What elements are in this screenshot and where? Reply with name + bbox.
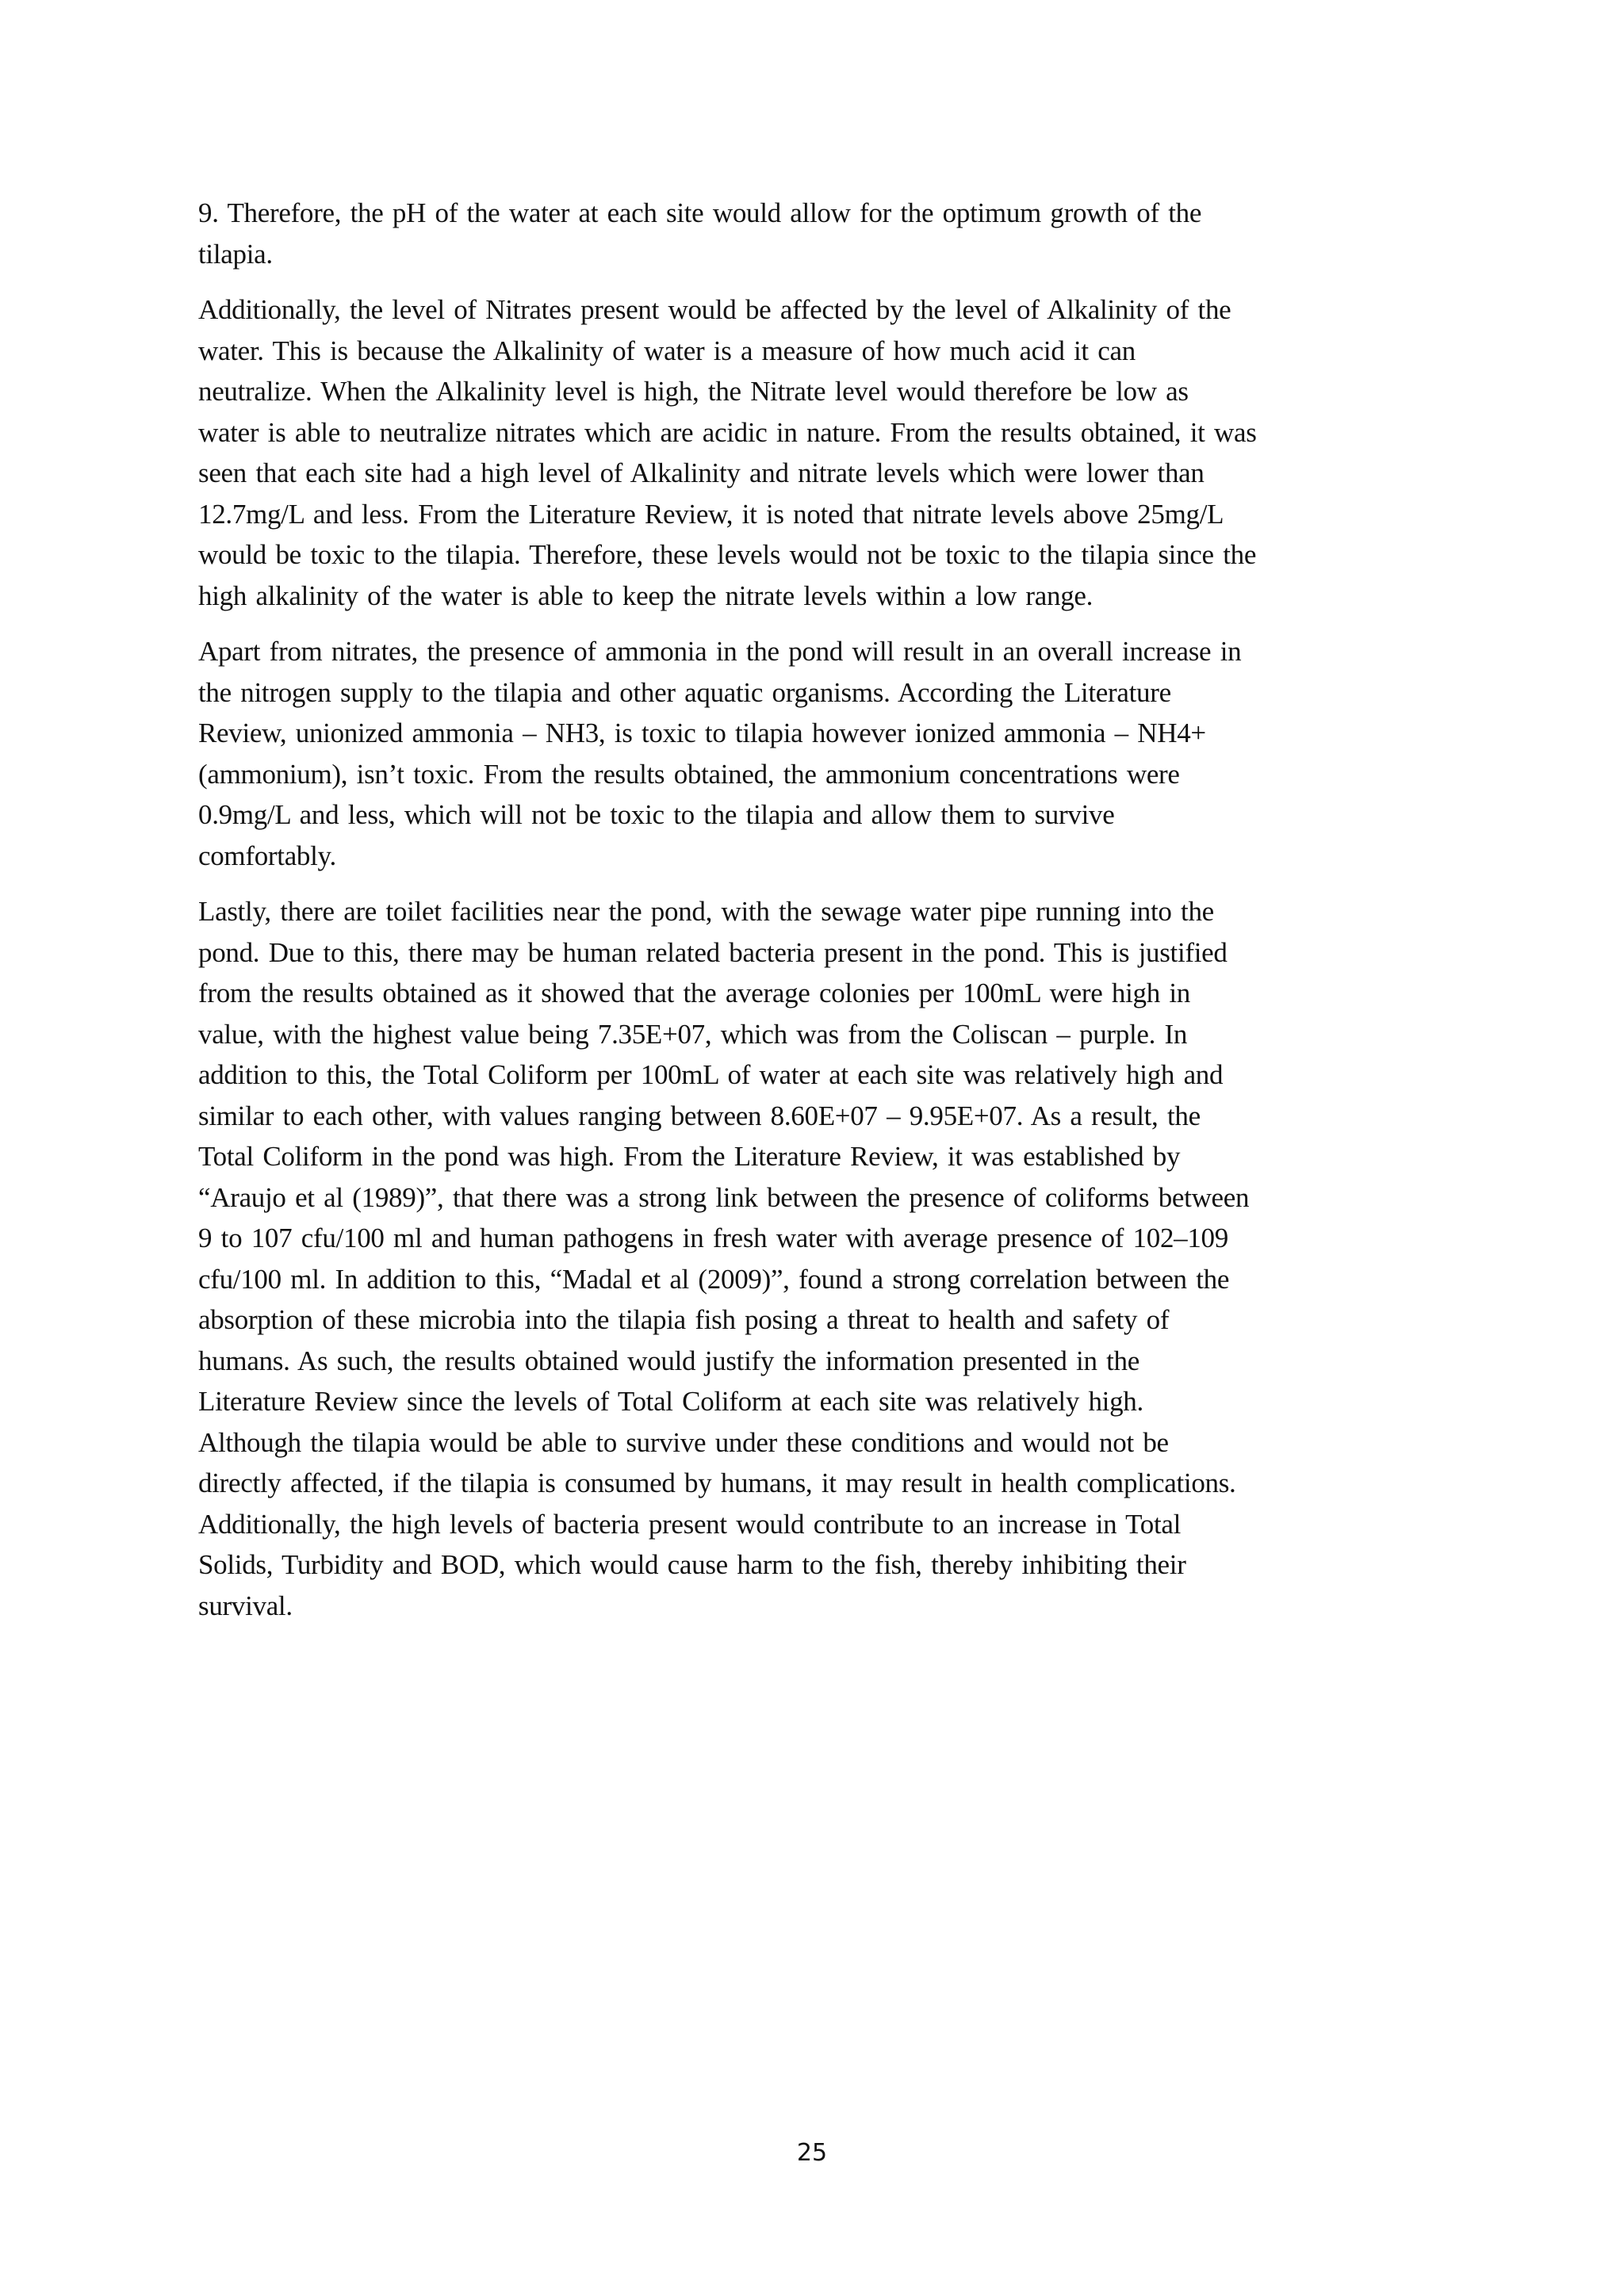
paragraph-3 [198,631,1451,876]
text-line: from the results obtained as it showed that the average colonies per 100mL were high in [198,978,1190,1008]
paragraph-4 [198,891,1451,1626]
text-line: Solids, Turbidity and BOD, which would cause harm to the fish, thereby inhibiting their [198,1549,1186,1580]
text-line: 0.9mg/L and less, which will not be toxic to the tilapia and allow them to survive [198,799,1115,830]
text-line: directly affected, if the tilapia is consumed by humans, it may result in health complications. [198,1468,1236,1498]
text-line: addition to this, the Total Coliform per 100mL of water at each site was relatively high and [198,1059,1224,1090]
text-line: Additionally, the high levels of bacteria present would contribute to an increase in Total [198,1508,1182,1540]
text-line: Total Coliform in the pond was high. From the Literature Review, it was established by [198,1141,1181,1172]
text-line: value, with the highest value being 7.35E+07, which was from the Coliscan – purple. In [198,1018,1188,1050]
text-line: the nitrogen supply to the tilapia and other aquatic organisms. According the Literature [198,676,1171,708]
text-line: seen that each site had a high level of Alkalinity and nitrate levels which were lower than [198,457,1205,488]
text-line: Apart from nitrates, the presence of ammonia in the pond will result in an overall increase in [198,636,1242,667]
paragraph-1 [198,193,1451,274]
paragraph-2 [198,289,1451,616]
text-line: Lastly, there are toilet facilities near the pond, with the sewage water pipe running into the [198,896,1214,927]
text-line: humans. As such, the results obtained would justify the information presented in the [198,1345,1139,1376]
page-number: 25 [796,2139,828,2167]
text-line: 9. Therefore, the pH of the water at each site would allow for the optimum growth of the [198,197,1202,228]
text-line: (ammonium), isn’t toxic. From the results obtained, the ammonium concentrations were [198,758,1180,790]
text-line: Although the tilapia would be able to survive under these conditions and would not be [198,1426,1169,1458]
text-line: high alkalinity of the water is able to keep the nitrate levels within a low range. [198,580,1094,611]
text-line: 12.7mg/L and less. From the Literature Review, it is noted that nitrate levels above 25mg/L [198,498,1224,530]
text-line: tilapia. [198,238,273,270]
text-line: neutralize. When the Alkalinity level is high, the Nitrate level would therefore be low as [198,376,1189,407]
body-text [198,193,1451,1641]
text-line: Review, unionized ammonia – NH3, is toxic to tilapia however ionized ammonia – NH4+ [198,718,1206,748]
text-line: 9 to 107 cfu/100 ml and human pathogens in fresh water with average presence of 102–109 [198,1223,1228,1253]
text-line: Additionally, the level of Nitrates present would be affected by the level of Alkalinity of the [198,294,1231,325]
text-line: absorption of these microbia into the tilapia fish posing a threat to health and safety of [198,1304,1170,1335]
text-line: water. This is because the Alkalinity of water is a measure of how much acid it can [198,335,1136,366]
text-line: Literature Review since the levels of Total Coliform at each site was relatively high. [198,1386,1143,1417]
text-line: comfortably. [198,840,336,871]
text-line: water is able to neutralize nitrates which are acidic in nature. From the results obtained, it was [198,416,1257,448]
text-line: survival. [198,1590,293,1621]
text-line: cfu/100 ml. In addition to this, “Madal et al (2009)”, found a strong correlation between the [198,1263,1230,1295]
text-line: “Araujo et al (1989)”, that there was a strong link between the presence of coliforms between [198,1181,1250,1213]
text-line: pond. Due to this, there may be human related bacteria present in the pond. This is justified [198,936,1228,968]
text-line: would be toxic to the tilapia. Therefore, these levels would not be toxic to the tilapia since the [198,539,1257,570]
text-line: similar to each other, with values ranging between 8.60E+07 – 9.95E+07. As a result, the [198,1100,1201,1131]
